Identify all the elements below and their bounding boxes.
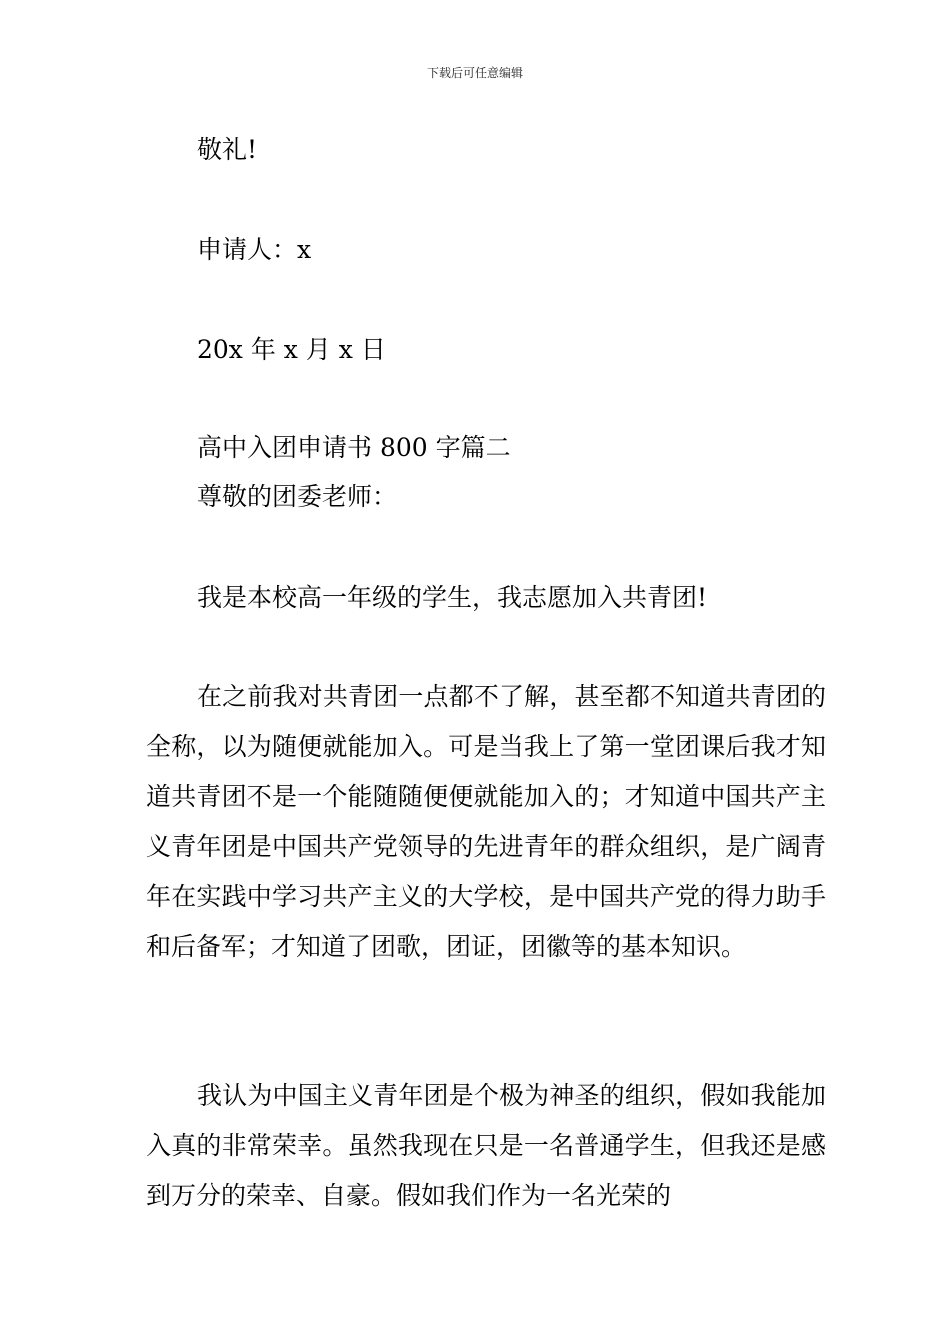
body-paragraph-2: 我认为中国主义青年团是个极为神圣的组织，假如我能加入真的非常荣幸。虽然我现在只是一名普通学生，但我还是感到万分的荣幸、自豪。假如我们作为一名光荣的 — [146, 1081, 826, 1210]
body-paragraph-1: 在之前我对共青团一点都不了解，甚至都不知道共青团的全称，以为随便就能加入。可是当我上了第一堂团课后我才知道共青团不是一个能随随便便就能加入的；才知道中国共产主义青年团是中国共产党领导的先进青年的群众组织，是广阔青年在实践中学习共产主义的大学校，是中国共产党的得力助手和后备军；才知道了团歌，团证，团徽等的基本知识。 — [146, 682, 826, 961]
closing-salutation: 敬礼! — [197, 135, 258, 164]
letter-date: 20x 年 x 月 x 日 — [197, 335, 386, 364]
page-header-note: 下载后可任意编辑 — [426, 66, 523, 80]
section-title: 高中入团申请书 800 字篇二 — [197, 433, 511, 462]
intro-sentence: 我是本校高一年级的学生，我志愿加入共青团! — [197, 583, 708, 612]
applicant-signature: 申请人：x — [197, 235, 312, 264]
letter-greeting: 尊敬的团委老师： — [197, 482, 398, 511]
